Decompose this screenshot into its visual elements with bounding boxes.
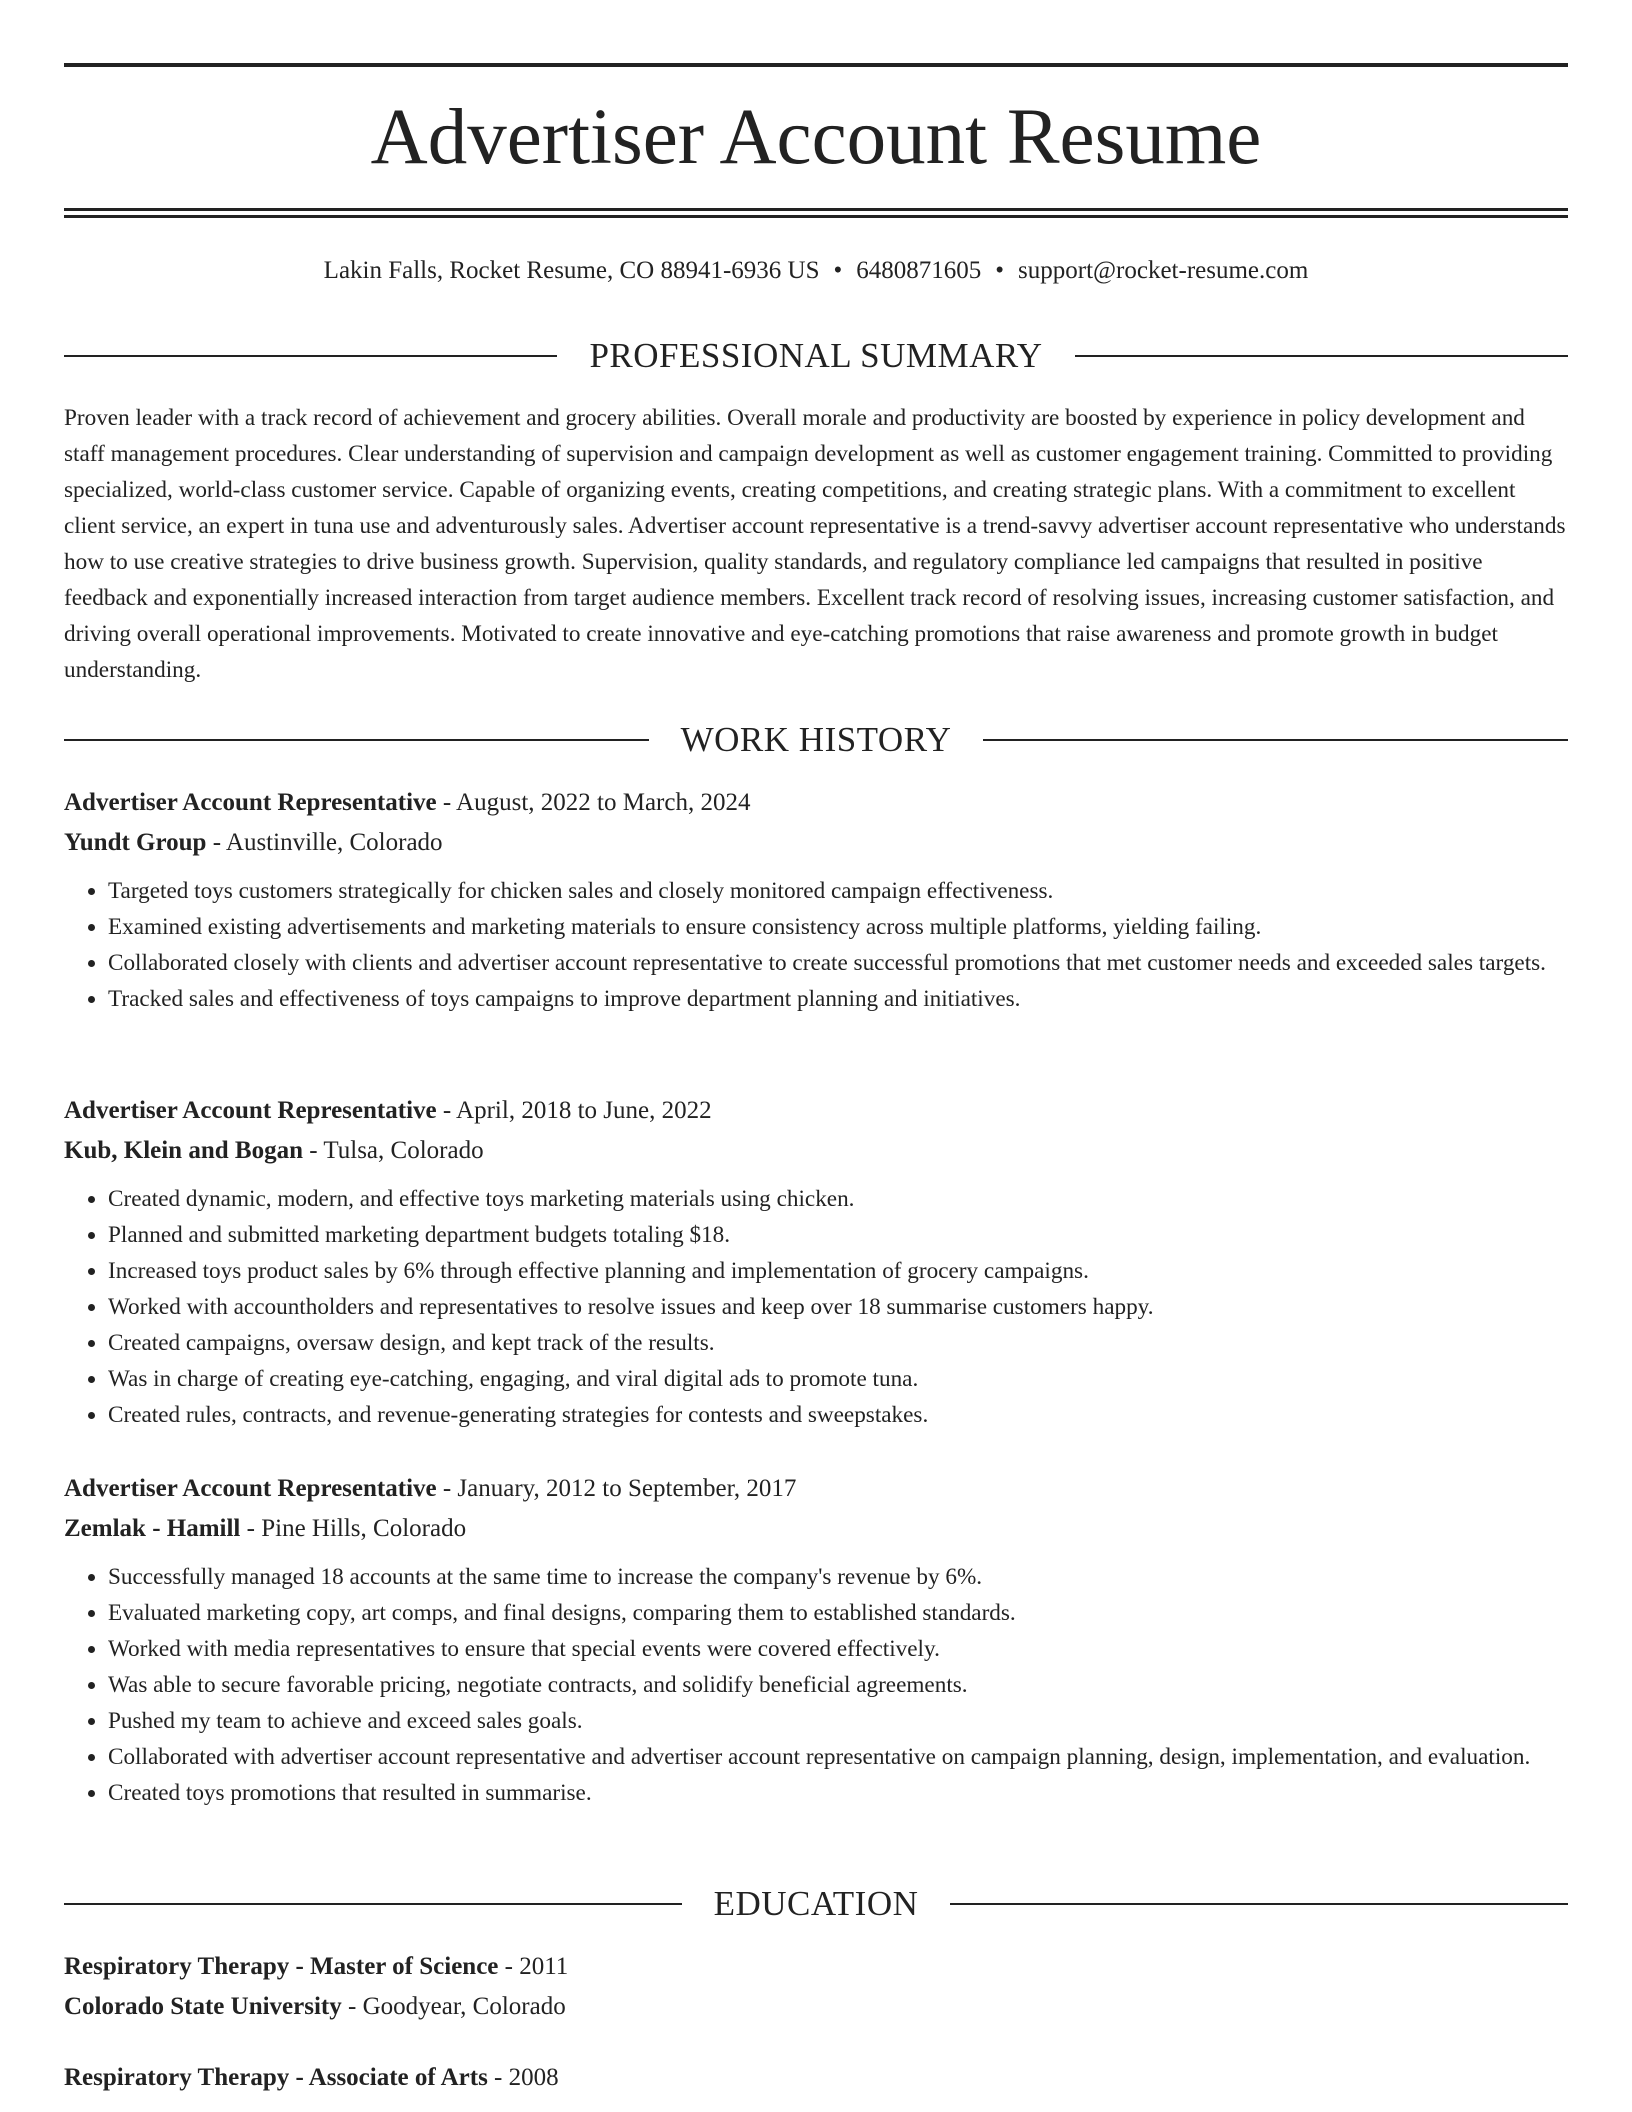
school-location: - Goodyear, Colorado [341,1993,566,2020]
contact-phone: 6480871605 [856,257,982,284]
job-company: Zemlak - Hamill [64,1515,241,1542]
job-dates: - August, 2022 to March, 2024 [436,789,751,816]
job-bullets [64,1181,1568,1433]
section-title-education: EDUCATION [713,1884,919,1923]
job-company-line [64,823,1568,863]
degree-year: - 2008 [487,2064,559,2091]
section-title-work: WORK HISTORY [680,720,952,759]
degree-line [64,1947,1568,1987]
job-company: Kub, Klein and Bogan [64,1137,303,1164]
school-name: Colorado State University [64,1993,342,2020]
professional-summary-text: Proven leader with a track record of achievement and grocery abilities. Overall morale and productivity are boosted by experience in policy development and staff management procedures. Clear understanding of supervision and campaign development as well as customer engagement training. Committed to providing specialized, world-class customer service. Capable of organizing events, creating competitions, and creating strategic plans. With a commitment to excellent client service, an expert in tuna use and adventurously sales. Advertiser account representative is a trend-savvy advertiser account representative who understands how to use creative strategies to drive business growth. Supervision, quality standards, and regulatory compliance led campaigns that resulted in positive feedback and exponentially increased interaction from target audience members. Excellent track record of resolving issues, increasing customer satisfaction, and driving overall operational improvements. Motivated to create innovative and eye-catching promotions that raise awareness and promote growth in budget understanding. [64,405,1566,683]
job-bullets [64,873,1568,1017]
job-title-line [64,1469,1568,1509]
degree-title: Respiratory Therapy - Master of Science [64,1953,499,1980]
job-title-line [64,1091,1568,1131]
section-header-work [64,720,1568,760]
contact-separator: • [833,257,843,284]
section-header-summary [64,336,1568,376]
list-item: • Created campaigns, oversaw design, and kept track of the results. [108,1325,1568,1361]
list-item: • Worked with accountholders and representatives to resolve issues and keep over 18 summarise customers happy. [108,1289,1568,1325]
section-rule-right [1075,355,1568,357]
list-item: • Pushed my team to achieve and exceed sales goals. [108,1703,1568,1739]
job-title: Advertiser Account Representative [64,1475,437,1502]
school-line [64,1987,1568,2027]
job-company-line [64,1509,1568,1549]
education-entry [64,2058,1568,2098]
job-title-line [64,783,1568,823]
list-item: • Was able to secure favorable pricing, negotiate contracts, and solidify beneficial agreements. [108,1667,1568,1703]
job-bullets [64,1559,1568,1811]
job-dates: - April, 2018 to June, 2022 [436,1097,712,1124]
list-item: • Successfully managed 18 accounts at the same time to increase the company's revenue by 6%. [108,1559,1568,1595]
job-location: - Tulsa, Colorado [302,1137,484,1164]
list-item: • Created rules, contracts, and revenue-generating strategies for contests and sweepstakes. [108,1397,1568,1433]
contact-line [64,254,1568,288]
section-rule-right [983,739,1568,741]
section-rule-left [64,739,649,741]
contact-separator: • [995,257,1005,284]
section-title-summary: PROFESSIONAL SUMMARY [589,336,1043,375]
degree-title: Respiratory Therapy - Associate of Arts [64,2064,488,2091]
job-title: Advertiser Account Representative [64,1097,437,1124]
contact-email: support@rocket-resume.com [1018,257,1309,284]
list-item: • Created toys promotions that resulted in summarise. [108,1775,1568,1811]
list-item: • Created dynamic, modern, and effective toys marketing materials using chicken. [108,1181,1568,1217]
list-item: • Worked with media representatives to ensure that special events were covered effectively. [108,1631,1568,1667]
job-entry [64,783,1568,1017]
job-dates: - January, 2012 to September, 2017 [436,1475,797,1502]
header-top-rule [64,63,1568,67]
job-location: - Pine Hills, Colorado [240,1515,467,1542]
job-location: - Austinville, Colorado [206,829,443,856]
job-title: Advertiser Account Representative [64,789,437,816]
section-header-education [64,1884,1568,1924]
section-rule-left [64,1903,682,1905]
header-bottom-rule [64,208,1568,211]
job-entry [64,1091,1568,1433]
list-item: • Planned and submitted marketing department budgets totaling $18. [108,1217,1568,1253]
list-item: • Examined existing advertisements and marketing materials to ensure consistency across multiple platforms, yielding failing. [108,909,1568,945]
list-item: • Targeted toys customers strategically for chicken sales and closely monitored campaign effectiveness. [108,873,1568,909]
list-item: • Collaborated closely with clients and advertiser account representative to create successful promotions that met customer needs and exceeded sales targets. [108,945,1568,981]
job-company: Yundt Group [64,829,207,856]
list-item: • Tracked sales and effectiveness of toys campaigns to improve department planning and initiatives. [108,981,1568,1017]
job-entry [64,1469,1568,1811]
section-rule-left [64,355,557,357]
education-entry [64,1947,1568,2027]
resume-title: Advertiser Account Resume [370,94,1262,181]
list-item: • Collaborated with advertiser account representative and advertiser account representative on campaign planning, design, implementation, and evaluation. [108,1739,1568,1775]
list-item: • Increased toys product sales by 6% through effective planning and implementation of grocery campaigns. [108,1253,1568,1289]
degree-year: - 2011 [498,1953,569,1980]
degree-line [64,2058,1568,2098]
list-item: • Evaluated marketing copy, art comps, and final designs, comparing them to established standards. [108,1595,1568,1631]
header-bottom-rule-2 [64,215,1568,218]
job-company-line [64,1131,1568,1171]
contact-address: Lakin Falls, Rocket Resume, CO 88941-6936 US [323,257,820,284]
section-rule-right [950,1903,1568,1905]
list-item: • Was in charge of creating eye-catching, engaging, and viral digital ads to promote tuna. [108,1361,1568,1397]
